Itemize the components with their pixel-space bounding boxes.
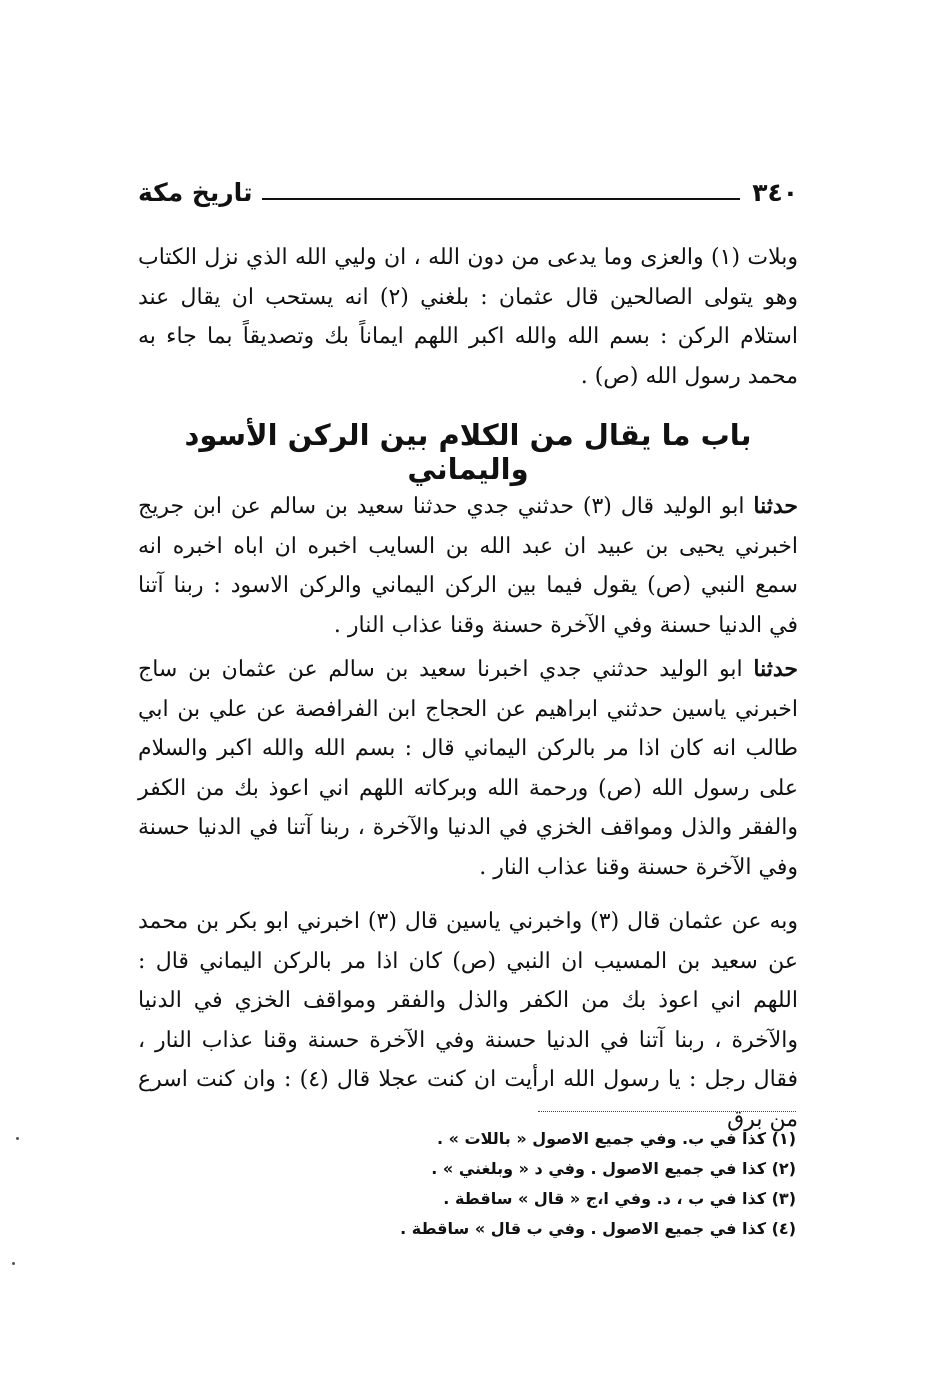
page-number: ٣٤٠	[752, 177, 798, 207]
hadith-paragraph	[138, 650, 798, 887]
chapter-title: باب ما يقال من الكلام بين الركن الأسود واليماني	[184, 418, 752, 486]
paragraph-text: وبلات (١) والعزى وما يدعى من دون الله ، ان وليي الله الذي نزل الكتاب وهو يتولى الصالحين قال عثمان : بلغني (٢) انه يستحب ان يقال عند استلام الركن : بسم الله والله اكبر اللهم ايماناً بك وتصديقاً بما جاء به محمد رسول الله (ص) .	[138, 245, 798, 389]
paragraph-text: ابو الوليد حدثني جدي اخبرنا سعيد بن سالم عن عثمان بن ساج اخبرني ياسين حدثني ابراهيم عن الحجاج ابن الفرافصة عن علي بن ابي طالب انه كان اذا مر بالركن اليماني قال : بسم الله والله اكبر والسلام على رسول الله (ص) ورحمة الله وبركاته اللهم اني اعوذ بك من الكفر والفقر والذل ومواقف الخزي في الدنيا والآخرة ، ربنا آتنا في الدنيا حسنة وفي الآخرة حسنة وقنا عذاب النار .	[138, 657, 798, 880]
footnote-item: (٣) كذا في ب ، د. وفي ا،ج « قال » ساقطة .	[443, 1189, 796, 1208]
footnote-item: (٤) كذا في جميع الاصول . وفي ب قال » ساقطة .	[400, 1219, 796, 1238]
paragraph-lead: حدثنا	[753, 656, 798, 682]
book-title: تاريخ مكة	[138, 177, 253, 207]
hadith-paragraph	[138, 902, 798, 1139]
hadith-paragraph	[138, 487, 798, 645]
footnote-item: (١) كذا في ب. وفي جميع الاصول « باللات » .	[436, 1129, 796, 1148]
footnote-item: (٢) كذا في جميع الاصول . وفي د « وبلغني » .	[431, 1159, 796, 1178]
paragraph-text: وبه عن عثمان قال (٣) واخبرني ياسين قال (٣) اخبرني ابو بكر بن محمد عن سعيد بن المسيب ان النبي (ص) كان اذا مر بالركن اليماني قال : اللهم اني اعوذ بك من الكفر والذل والفقر ومواقف الخزي في الدنيا والآخرة ، ربنا آتنا في الدنيا حسنة وفي الآخرة حسنة وقنا عذاب النار ، فقال رجل : يا رسول الله ارأيت ان كنت عجلا قال (٤) : وان كنت اسرع من برق	[138, 909, 799, 1132]
header-rule	[262, 198, 740, 200]
paragraph-lead: حدثنا	[753, 493, 798, 519]
scan-speck	[16, 1137, 19, 1140]
footnotes	[400, 1124, 796, 1244]
intro-paragraph	[138, 238, 798, 396]
footnote-divider	[538, 1111, 796, 1112]
scan-speck	[12, 1262, 15, 1265]
running-header	[138, 172, 798, 212]
paragraph-text: ابو الوليد قال (٣) حدثني جدي حدثنا سعيد بن سالم عن ابن جريج اخبرني يحيى بن عبيد ان عبد الله بن السايب اخبره ان اباه اخبره انه سمع النبي (ص) يقول فيما بين الركن اليماني والركن الاسود : ربنا آتنا في الدنيا حسنة وفي الآخرة حسنة وقنا عذاب النار .	[138, 494, 798, 638]
